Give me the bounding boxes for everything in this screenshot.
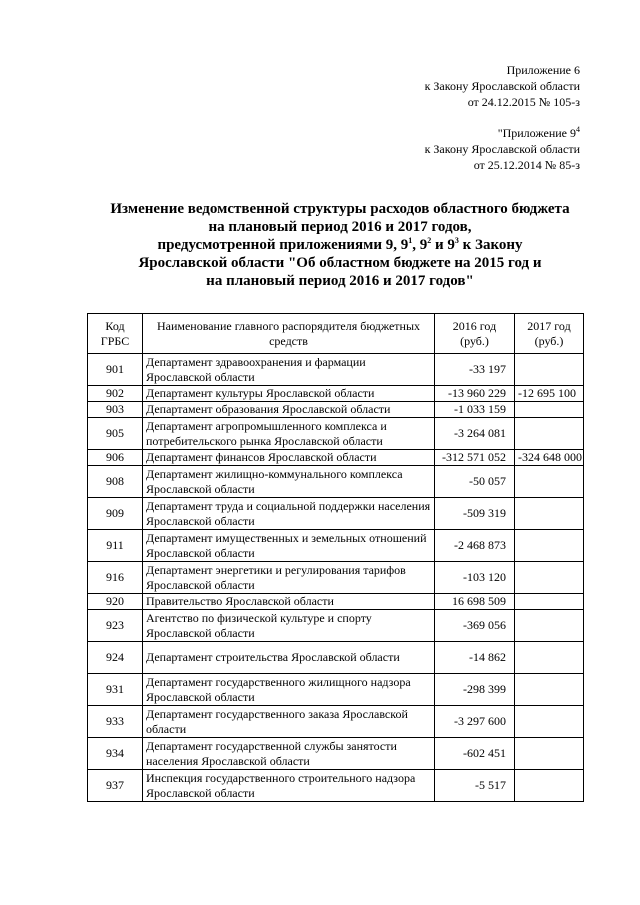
row-code: 905: [88, 418, 143, 450]
table-row: [88, 418, 584, 450]
row-code: 937: [88, 770, 143, 802]
table-row: [88, 674, 584, 706]
document-title: Изменение ведомственной структуры расходов областного бюджета на плановый период 2016 и 2017 годов, предусмотренной приложениями 9, $9^1$, $9^2$ и $9^3$ к Закону Ярославской области "Об областном бюджете на 2015 год и на плановый период 2016 и 2017 годов": [110, 201, 570, 289]
row-2017: [515, 418, 584, 450]
row-name: Департамент агропромышленного комплекса и потребительского рынка Ярославской области: [143, 418, 435, 450]
row-code: 924: [88, 642, 143, 674]
row-name: Департамент жилищно-коммунального комплекса Ярославской области: [143, 466, 435, 498]
row-name: Инспекция государственного строительного надзора Ярославской области: [143, 770, 435, 802]
appendix-date: от 24.12.2015 № 105-з: [467, 95, 580, 109]
row-code: 933: [88, 706, 143, 738]
row-code: 916: [88, 562, 143, 594]
table-header-row: [88, 314, 584, 354]
row-2017: [515, 354, 584, 386]
header-2017: 2017 год (руб.): [515, 314, 584, 354]
table-row: [88, 498, 584, 530]
row-name: Департамент финансов Ярославской области: [143, 450, 435, 466]
row-code: 923: [88, 610, 143, 642]
row-2016: -1 033 159: [435, 402, 515, 418]
appendix-law-ref: к Закону Ярославской области: [424, 79, 580, 93]
row-name: Департамент имущественных и земельных отношений Ярославской области: [143, 530, 435, 562]
original-appendix-law-ref: к Закону Ярославской области: [424, 142, 580, 156]
original-appendix-date: от 25.12.2014 № 85-з: [473, 158, 580, 172]
row-name: Департамент строительства Ярославской области: [143, 642, 435, 674]
row-2017: [515, 562, 584, 594]
row-2016: -312 571 052: [435, 450, 515, 466]
row-2017: [515, 738, 584, 770]
appendix-header: [425, 62, 580, 110]
row-2016: -602 451: [435, 738, 515, 770]
row-2016: -14 862: [435, 642, 515, 674]
row-name: Департамент энергетики и регулирования тарифов Ярославской области: [143, 562, 435, 594]
row-2016: -5 517: [435, 770, 515, 802]
original-appendix-number: "Приложение $9^4$: [497, 125, 580, 140]
table-row: [88, 562, 584, 594]
table-row: [88, 642, 584, 674]
table-row: [88, 610, 584, 642]
row-code: 906: [88, 450, 143, 466]
row-name: Департамент государственной службы занятости населения Ярославской области: [143, 738, 435, 770]
row-2016: -103 120: [435, 562, 515, 594]
table-row: [88, 530, 584, 562]
table-row: [88, 354, 584, 386]
table-row: [88, 594, 584, 610]
expenditure-table: [87, 313, 584, 802]
table-row: [88, 386, 584, 402]
row-2017: [515, 466, 584, 498]
row-name: Правительство Ярославской области: [143, 594, 435, 610]
row-name: Департамент труда и социальной поддержки населения Ярославской области: [143, 498, 435, 530]
table-row: [88, 402, 584, 418]
header-code: Код ГРБС: [88, 314, 143, 354]
row-code: 902: [88, 386, 143, 402]
row-code: 911: [88, 530, 143, 562]
row-2017: -324 648 000: [515, 450, 584, 466]
row-code: 901: [88, 354, 143, 386]
row-name: Департамент образования Ярославской области: [143, 402, 435, 418]
row-2016: -298 399: [435, 674, 515, 706]
row-2016: -509 319: [435, 498, 515, 530]
header-name: Наименование главного распорядителя бюджетных средств: [143, 314, 435, 354]
table-row: [88, 770, 584, 802]
row-name: Департамент государственного заказа Ярославской области: [143, 706, 435, 738]
table-row: [88, 706, 584, 738]
table-row: [88, 738, 584, 770]
row-2017: [515, 674, 584, 706]
row-2017: -12 695 100: [515, 386, 584, 402]
row-2017: [515, 498, 584, 530]
row-name: Департамент здравоохранения и фармации Ярославской области: [143, 354, 435, 386]
row-code: 920: [88, 594, 143, 610]
row-2016: -3 264 081: [435, 418, 515, 450]
row-name: Агентство по физической культуре и спорту Ярославской области: [143, 610, 435, 642]
row-2016: -2 468 873: [435, 530, 515, 562]
header-2016: 2016 год (руб.): [435, 314, 515, 354]
appendix-number: Приложение 6: [506, 63, 580, 77]
row-2016: 16 698 509: [435, 594, 515, 610]
row-2017: [515, 706, 584, 738]
row-2016: -369 056: [435, 610, 515, 642]
table-row: [88, 466, 584, 498]
row-code: 908: [88, 466, 143, 498]
row-2016: -33 197: [435, 354, 515, 386]
table-row: [88, 450, 584, 466]
row-code: 931: [88, 674, 143, 706]
row-name: Департамент государственного жилищного надзора Ярославской области: [143, 674, 435, 706]
row-name: Департамент культуры Ярославской области: [143, 386, 435, 402]
row-2017: [515, 642, 584, 674]
row-2017: [515, 610, 584, 642]
row-2017: [515, 402, 584, 418]
row-2017: [515, 770, 584, 802]
row-2017: [515, 594, 584, 610]
row-code: 903: [88, 402, 143, 418]
row-2016: -3 297 600: [435, 706, 515, 738]
row-2017: [515, 530, 584, 562]
row-2016: -50 057: [435, 466, 515, 498]
row-code: 909: [88, 498, 143, 530]
row-code: 934: [88, 738, 143, 770]
row-2016: -13 960 229: [435, 386, 515, 402]
original-appendix-header: [425, 125, 580, 173]
